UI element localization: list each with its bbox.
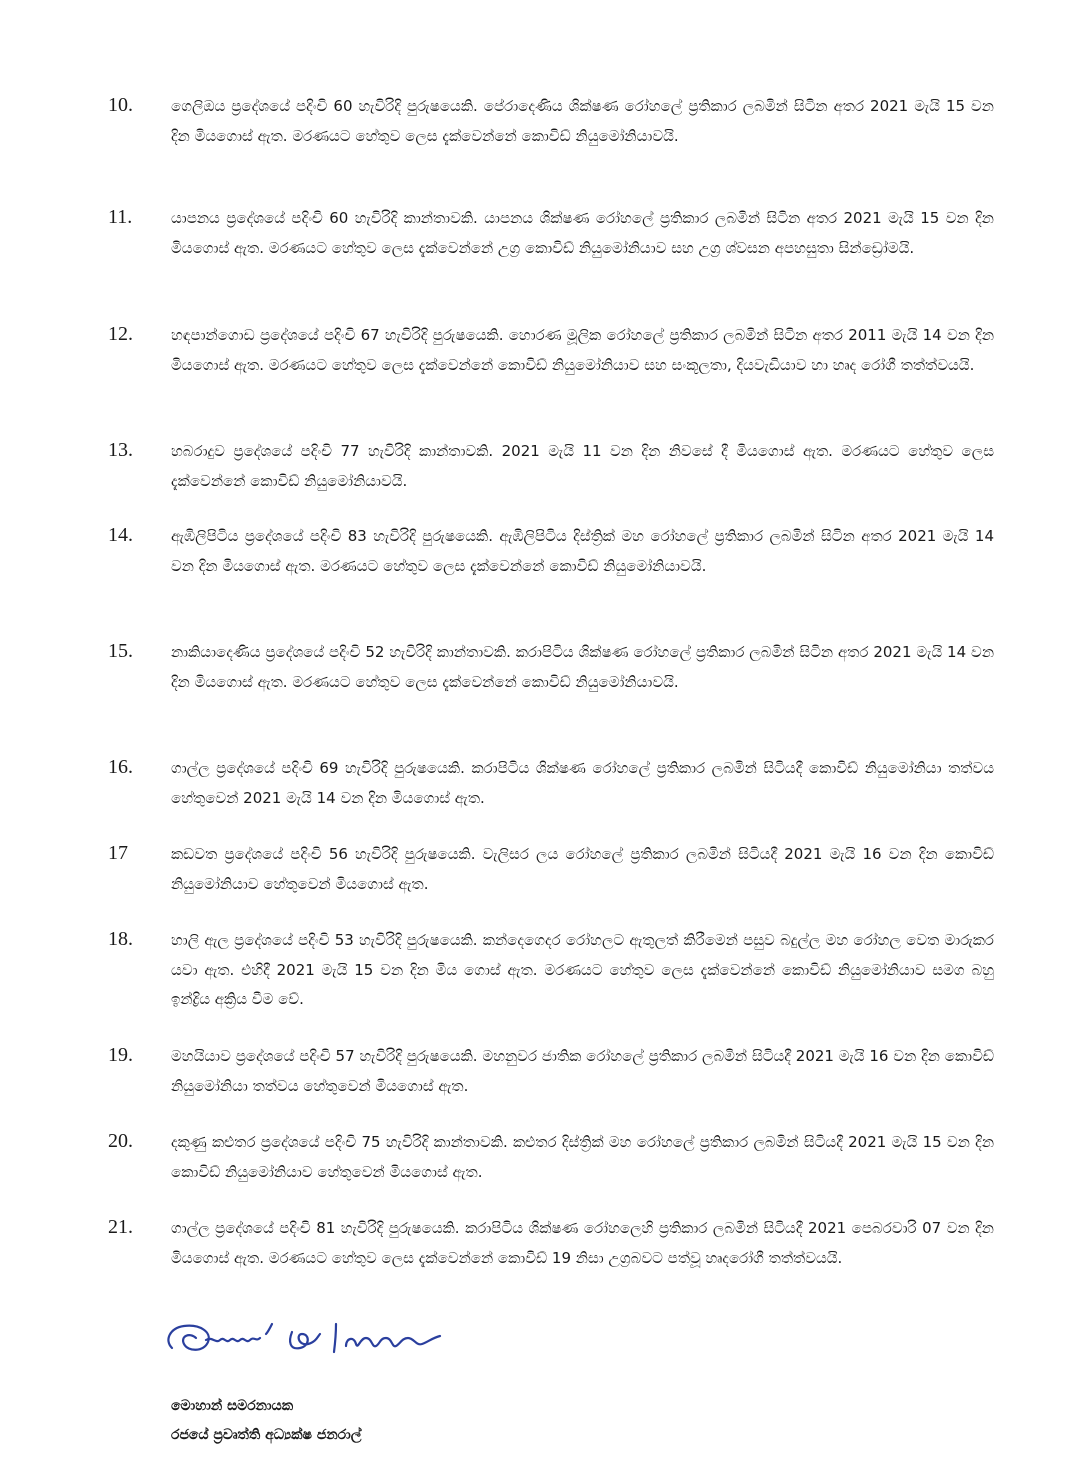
item-text: නාකියාදෙණිය ප්‍රදේශයේ පදිංචි 52 හැවිරිදි කාන්තාවකි. කරාපිටිය ශික්ෂණ රෝහලේ ප්‍රතිකාර ලබමින් සිටින අතර 2021 මැයි 14 වන දින මියගොස් ඇත. මරණයට හේතුව ලෙස දැක්වෙන්නේ කොවිඩ් නියුමෝනියාවයි.	[171, 643, 994, 691]
item-number: 20.	[108, 1130, 133, 1152]
item-text: ගෙලිඔය ප්‍රදේශයේ පදිංචි 60 හැවිරිදි පුරුෂයෙකි. පේරාදෙණිය ශික්ෂණ රෝහලේ ප්‍රතිකාර ලබමින් සිටින අතර 2021 මැයි 15 වන දින මියගොස් ඇත. මරණයට හේතුව ලෙස දැක්වෙන්නේ කොවිඩ් නියුමෝනියාවයි.	[171, 97, 994, 145]
item-text: ගාල්ල ප්‍රදේශයේ පදිංචි 69 හැවිරිදි පුරුෂයෙකි. කරාපිටිය ශික්ෂණ රෝහලේ ප්‍රතිකාර ලබමින් සිටියදී කොවිඩ් නියුමෝනියා තත්වය හේතුවෙන් 2021 මැයි 14 වන දින මියගොස් ඇත.	[171, 759, 994, 807]
item-text: යාපනය ප්‍රදේශයේ පදිංචි 60 හැවිරිදි කාන්තාවකි. යාපනය ශික්ෂණ රෝහලේ ප්‍රතිකාර ලබමින් සිටින අතර 2021 මැයි 15 වන දින මියගොස් ඇත. මරණයට හේතුව ලෙස දැක්වෙන්නේ උග්‍ර කොවිඩ් නියුමෝනියාව සහ උග්‍ර ශ්වසන අපහසුතා සින්ඩ්‍රෝමයි.	[171, 209, 994, 257]
item-text: ගාල්ල ප්‍රදේශයේ පදිංචි 81 හැවිරිදි පුරුෂයෙකි. කරාපිටිය ශික්ෂණ රෝහලෙහි ප්‍රතිකාර ලබමින් සිටියදී 2021 පෙබරවාරි 07 වන දින මියගොස් ඇත. මරණයට හේතුව ලෙස දැක්වෙන්නේ කොවිඩ් 19 නිසා උග්‍රබවට පත්වූ හෘදරෝගී තත්ත්වයයි.	[171, 1219, 994, 1267]
item-number: 14.	[108, 524, 133, 546]
item-text: හඳපාන්ගොඩ ප්‍රදේශයේ පදිංචි 67 හැවිරිදි පුරුෂයෙකි. හොරණ මූලික රෝහලේ ප්‍රතිකාර ලබමින් සිටින අතර 2011 මැයි 14 වන දින මියගොස් ඇත. මරණයට හේතුව ලෙස දැක්වෙන්නේ කොවිඩ් නියුමෝනියාව සහ සංකූලතා, දියවැඩියාව හා හෘද රෝගී තත්ත්වයයි.	[171, 326, 994, 374]
signature-stroke	[346, 1336, 440, 1346]
signature-stroke	[290, 1332, 320, 1348]
item-text: කඩවත ප්‍රදේශයේ පදිංචි 56 හැවිරිදි පුරුෂයෙකි. වැලිසර ලය රෝහලේ ප්‍රතිකාර ලබමින් සිටියදී 2021 මැයි 16 වන දින කොවිඩ් නියුමෝනියාව හේතුවෙන් මියගොස් ඇත.	[171, 845, 994, 893]
item-text: හබරාදුව ප්‍රදේශයේ පදිංචි 77 හැවිරිදි කාන්තාවකි. 2021 මැයි 11 වන දින නිවසේ දී මියගොස් ඇත. මරණයට හේතුව ලෙස දැක්වෙන්නේ කොවිඩ් නියුමෝනියාවයි.	[171, 442, 994, 490]
item-number: 12.	[108, 323, 133, 345]
item-number: 15.	[108, 640, 133, 662]
signature-stroke	[266, 1324, 272, 1334]
signer-title: රජයේ ප්‍රවෘත්ති අධ්‍යක්ෂ ජනරාල්	[171, 1427, 362, 1443]
item-number: 13.	[108, 439, 133, 461]
item-number: 17	[108, 842, 128, 864]
item-text: ඇඹිලිපිටිය ප්‍රදේශයේ පදිංචි 83 හැවිරිදි පුරුෂයෙකි. ඇඹිලිපිටිය දිස්ත්‍රික් මහ රෝහලේ ප්‍රතිකාර ලබමින් සිටින අතර 2021 මැයි 14 වන දින මියගොස් ඇත. මරණයට හේතුව ලෙස දැක්වෙන්නේ කොවිඩ් නියුමෝනියාවයි.	[171, 527, 994, 575]
item-number: 16.	[108, 756, 133, 778]
item-text: දකුණු කළුතර ප්‍රදේශයේ පදිංචි 75 හැවිරිදි කාන්තාවකි. කළුතර දිස්ත්‍රික් මහ රෝහලේ ප්‍රතිකාර ලබමින් සිටියදී 2021 මැයි 15 වන දින කොවිඩ් නියුමෝනියාව හේතුවෙන් මියගොස් ඇත.	[171, 1133, 994, 1181]
signature-stroke	[206, 1338, 260, 1341]
item-number: 19.	[108, 1044, 133, 1066]
item-text: හාලි ඇල ප්‍රදේශයේ පදිංචි 53 හැවිරිදි පුරුෂයෙකි. කන්දෙගෙදර රෝහලට ඇතුලත් කිරීමෙන් පසුව බදුල්ල මහ රෝහල වෙත මාරුකර යවා ඇත. එහිදී 2021 මැයි 15 වන දින මිය ගොස් ඇත. මරණයට හේතුව ලෙස දැක්වෙන්නේ කොවිඩ් නියුමෝනියාව සමග බහු ඉන්ද්‍රිය අක්‍රිය වීම වේ.	[171, 931, 994, 1008]
signature-stroke	[334, 1324, 336, 1352]
signer-name: මොහාන් සමරනායක	[171, 1398, 294, 1414]
item-number: 21.	[108, 1216, 133, 1238]
item-number: 10.	[108, 94, 133, 116]
item-number: 18.	[108, 928, 133, 950]
item-number: 11.	[108, 206, 133, 228]
item-text: මහයියාව ප්‍රදේශයේ පදිංචි 57 හැවිරිදි පුරුෂයෙකි. මහනුවර ජාතික රෝහලේ ප්‍රතිකාර ලබමින් සිටියදී 2021 මැයි 16 වන දින කොවිඩ් නියුමෝනියා තත්වය හේතුවෙන් මියගොස් ඇත.	[171, 1047, 994, 1095]
handwritten-signature	[160, 1310, 450, 1370]
signature-stroke	[168, 1326, 208, 1350]
